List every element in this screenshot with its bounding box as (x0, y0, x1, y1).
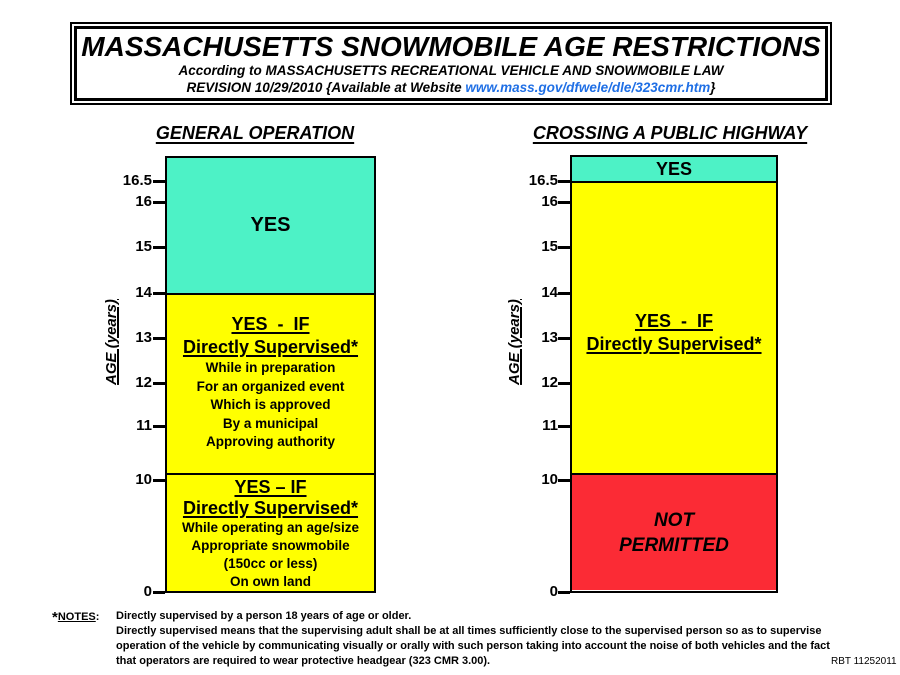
y-tick-mark (153, 425, 165, 428)
notes-text (116, 609, 830, 669)
y-tick-label: 10 (135, 471, 152, 488)
bar-crossing-highway (570, 155, 778, 593)
segment-heading: YES - IF (634, 311, 713, 331)
page-title: MASSACHUSETTS SNOWMOBILE AGE RESTRICTIONS (81, 31, 821, 62)
bar-general-operation (165, 156, 376, 593)
segment-condition: While in preparation (205, 360, 336, 375)
y-tick-label: 11 (542, 417, 558, 434)
y-tick-mark (558, 201, 570, 204)
y-tick-label: 14 (541, 284, 558, 301)
chart-title-crossing-highway: CROSSING A PUBLIC HIGHWAY (532, 123, 808, 143)
segment-heading: YES - IF (231, 314, 310, 334)
revision-text: REVISION 10/29/2010 {Available at Website (186, 80, 466, 95)
y-tick-mark (153, 479, 165, 482)
y-tick-label: 14 (135, 284, 152, 301)
segment-condition: On own land (230, 574, 311, 589)
note-line: that operators are required to wear protective headgear (323 CMR 3.00). (116, 655, 491, 667)
notes-colon: : (95, 611, 100, 623)
segment-label: YES (655, 158, 693, 179)
segment-yes-if-supervised-land (167, 473, 374, 591)
revision-text-suffix: } (710, 80, 716, 95)
notes-heading (52, 607, 99, 626)
y-tick-mark (558, 591, 570, 594)
segment-heading: Directly Supervised* (586, 334, 762, 354)
segment-yes (167, 158, 374, 293)
y-tick-label: 16 (541, 193, 558, 210)
header-subtitle-revision (77, 79, 825, 96)
header-box-inner (74, 26, 828, 101)
y-tick-mark (153, 292, 165, 295)
y-tick-label: 11 (136, 417, 152, 434)
y-tick-label: 0 (143, 583, 152, 600)
y-tick-label: 12 (541, 374, 558, 391)
y-tick-mark (558, 246, 570, 249)
chart-title-general-operation: GENERAL OPERATION (155, 123, 355, 143)
y-tick-mark (153, 180, 165, 183)
segment-yes (572, 157, 776, 181)
y-tick-mark (558, 337, 570, 340)
segment-yes-if-supervised-event (167, 293, 374, 473)
note-line: Directly supervised by a person 18 years of age or older. (116, 610, 412, 622)
y-tick-label: 16.5 (122, 172, 152, 189)
segment-condition: By a municipal (222, 415, 319, 431)
y-tick-mark (153, 591, 165, 594)
y-tick-label: 0 (549, 583, 558, 600)
y-tick-mark (153, 246, 165, 249)
y-tick-label: 15 (135, 238, 152, 255)
segment-heading: Directly Supervised* (182, 337, 359, 357)
segment-yes-if-supervised (572, 181, 776, 473)
segment-condition: Which is approved (210, 397, 331, 412)
segment-condition: While operating an age/size (181, 520, 360, 535)
y-axis-label-left: AGE (years) (103, 299, 120, 385)
header-subtitle-law: According to MASSACHUSETTS RECREATIONAL VEHICLE AND SNOWMOBILE LAW (178, 63, 724, 78)
y-tick-label: 13 (135, 329, 152, 346)
y-tick-mark (153, 201, 165, 204)
y-axis-label-right: AGE (years) (506, 299, 523, 385)
y-tick-label: 10 (541, 471, 558, 488)
segment-label: NOT (653, 509, 695, 531)
segment-not-permitted (572, 473, 776, 590)
note-line: operation of the vehicle by communicating visually or orally with such person taking into account the noise of both vehicles and the fact (116, 640, 830, 652)
y-tick-mark (558, 425, 570, 428)
segment-label: YES (250, 214, 291, 236)
y-tick-mark (153, 382, 165, 385)
y-tick-label: 13 (541, 329, 558, 346)
website-link[interactable]: www.mass.gov/dfwele/dle/323cmr.htm (465, 80, 711, 95)
segment-heading: Directly Supervised* (182, 498, 359, 518)
asterisk-mark: * (52, 609, 58, 626)
y-tick-mark (558, 292, 570, 295)
header-box (70, 22, 832, 105)
y-tick-mark (558, 382, 570, 385)
segment-condition: Approving authority (206, 434, 335, 449)
y-tick-mark (558, 479, 570, 482)
y-tick-mark (558, 180, 570, 183)
y-tick-label: 15 (541, 238, 558, 255)
segment-condition: For an organized event (196, 378, 345, 394)
note-line: Directly supervised means that the supervising adult shall be at all times sufficiently close to the supervised person so as to supervise (116, 625, 822, 637)
y-tick-mark (153, 337, 165, 340)
segment-condition: Appropriate snowmobile (191, 538, 350, 553)
y-tick-label: 12 (135, 374, 152, 391)
y-tick-label: 16 (135, 193, 152, 210)
segment-condition: (150cc or less) (223, 556, 318, 571)
document-id: RBT 11252011 (831, 656, 897, 667)
notes-label: NOTES (57, 611, 96, 623)
segment-label: PERMITTED (619, 534, 729, 556)
y-tick-label: 16.5 (528, 172, 558, 189)
segment-heading: YES – IF (234, 477, 307, 497)
